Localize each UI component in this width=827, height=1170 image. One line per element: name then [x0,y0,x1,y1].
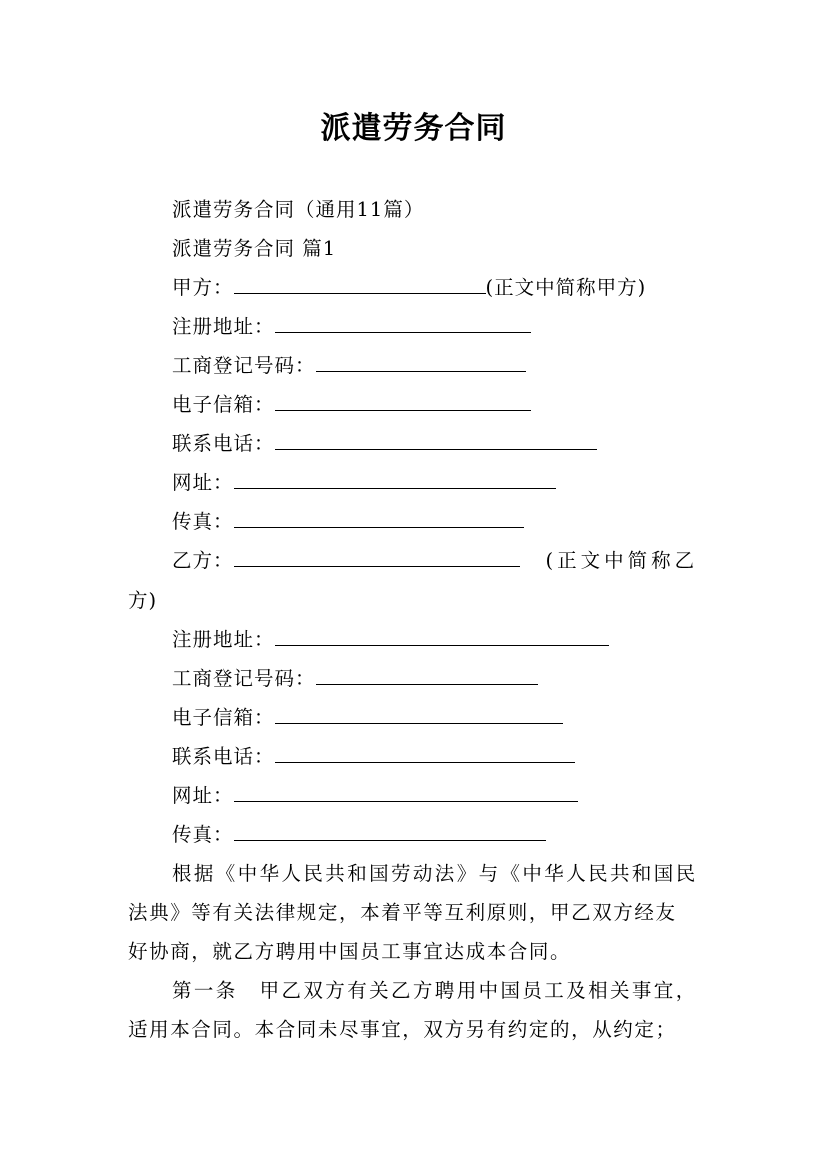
preamble-line-2: 法典》等有关法律规定，本着平等互利原则，甲乙双方经友 [128,901,677,924]
article-1-line-2: 适用本合同。本合同未尽事宜，双方另有约定的，从约定； [128,1018,677,1041]
field-label: 传真： [172,510,234,533]
field-blank [234,783,578,802]
party-b-registration-line [172,666,538,692]
field-label: 注册地址： [172,315,275,338]
field-blank [316,353,526,372]
article-1-line-1: 第一条 甲乙双方有关乙方聘用中国员工及相关事宜， [172,979,698,1002]
field-label: 网址： [172,784,234,807]
field-label: 传真： [172,823,234,846]
party-b-website-line [172,783,578,809]
field-blank [275,314,531,333]
party-a-line [172,275,646,301]
preamble-line-1: 根据《中华人民共和国劳动法》与《中华人民共和国民 [172,862,698,885]
party-b-phone-line [172,744,575,770]
field-label: 工商登记号码： [172,667,316,690]
party-b-fax-line [172,822,546,848]
field-label: 电子信箱： [172,706,275,729]
party-a-address-line [172,314,531,340]
field-label: 电子信箱： [172,393,275,416]
party-b-email-line [172,705,563,731]
field-label: 注册地址： [172,628,275,651]
field-blank [275,627,609,646]
field-blank [275,431,597,450]
field-blank [234,470,556,489]
field-blank [234,822,546,841]
section-heading: 派遣劳务合同 篇1 [172,237,337,260]
party-a-label: 甲方： [172,276,234,299]
field-blank [316,666,538,685]
field-label: 网址： [172,471,234,494]
field-blank [275,705,563,724]
party-a-suffix: (正文中简称甲方) [485,276,647,299]
party-b-suffix-continued: 方) [128,589,158,612]
preamble-line-3: 好协商，就乙方聘用中国员工事宜达成本合同。 [128,940,572,963]
party-b-label: 乙方： [172,549,234,572]
field-blank [275,744,575,763]
party-a-email-line [172,392,531,418]
field-label: 联系电话： [172,745,275,768]
field-label: 联系电话： [172,432,275,455]
document-subtitle: 派遣劳务合同（通用11篇） [172,198,425,221]
party-a-website-line [172,470,556,496]
party-a-phone-line [172,431,597,457]
party-a-blank [234,275,486,294]
party-a-fax-line [172,509,524,535]
field-blank [234,509,524,528]
document-title: 派遣劳务合同 [320,111,507,146]
field-blank [275,392,531,411]
party-b-suffix: (正文中简称乙 [545,549,699,572]
field-label: 工商登记号码： [172,354,316,377]
party-b-address-line [172,627,609,653]
party-a-registration-line [172,353,526,379]
party-b-blank [234,548,520,567]
party-b-line [172,548,698,574]
